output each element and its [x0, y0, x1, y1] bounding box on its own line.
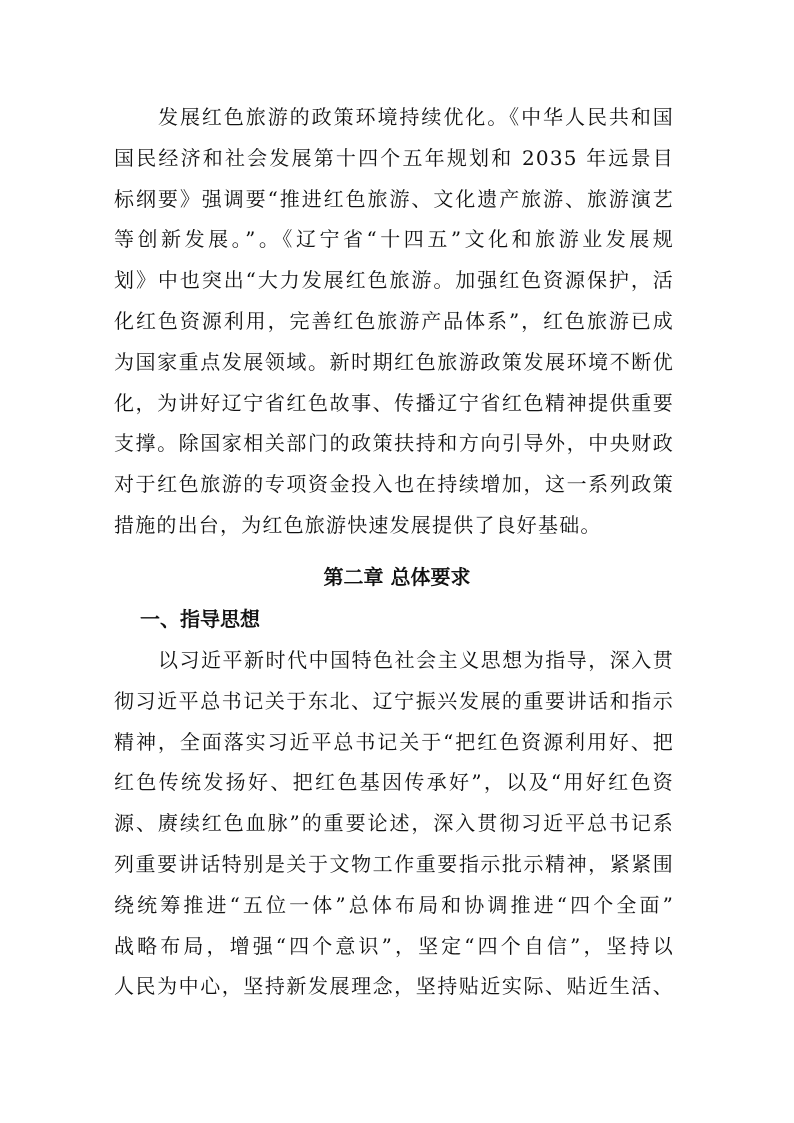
paragraph-line: 源、赓续红色血脉”的重要论述，深入贯彻习近平总书记系 [114, 811, 674, 836]
policy-environment-paragraph [114, 97, 674, 546]
paragraph-line: 精神，全面落实习近平总书记关于“把红色资源利用好、把 [114, 729, 674, 754]
paragraph-line: 战略布局，增强“四个意识”，坚定“四个自信”，坚持以 [114, 933, 674, 958]
paragraph-line: 以习近平新时代中国特色社会主义思想为指导，深入贯 [158, 648, 674, 672]
paragraph-line: 标纲要》强调要“推进红色旅游、文化遗产旅游、旅游演艺 [114, 186, 674, 211]
paragraph-line: 彻习近平总书记关于东北、辽宁振兴发展的重要讲话和指示 [114, 688, 674, 713]
guiding-ideology-paragraph [114, 640, 674, 1007]
paragraph-line: 列重要讲话特别是关于文物工作重要指示批示精神，紧紧围 [114, 851, 674, 876]
chapter-title: 第二章 总体要求 [323, 565, 471, 589]
paragraph-line: 对于红色旅游的专项资金投入也在持续增加，这一系列政策 [114, 472, 674, 497]
paragraph-line: 发展红色旅游的政策环境持续优化。《中华人民共和国 [158, 105, 674, 129]
paragraph-line: 绕统筹推进“五位一体”总体布局和协调推进“四个全面” [114, 892, 674, 917]
paragraph-line: 化，为讲好辽宁省红色故事、传播辽宁省红色精神提供重要 [114, 390, 674, 415]
paragraph-line: 国民经济和社会发展第十四个五年规划和 2035 年远景目 [114, 145, 674, 170]
section-title: 一、指导思想 [140, 607, 260, 631]
paragraph-line: 划》中也突出“大力发展红色旅游。加强红色资源保护，活 [114, 268, 674, 293]
paragraph-line: 措施的出台，为红色旅游快速发展提供了良好基础。 [114, 512, 602, 537]
paragraph-line: 为国家重点发展领域。新时期红色旅游政策发展环境不断优 [114, 349, 674, 374]
paragraph-line: 等创新发展。”。《辽宁省“十四五”文化和旅游业发展规 [114, 227, 674, 252]
paragraph-line: 化红色资源利用，完善红色旅游产品体系”，红色旅游已成 [114, 308, 674, 333]
paragraph-line: 红色传统发扬好、把红色基因传承好”，以及“用好红色资 [114, 770, 674, 795]
paragraph-line: 支撑。除国家相关部门的政策扶持和方向引导外，中央财政 [114, 431, 674, 456]
paragraph-line: 人民为中心，坚持新发展理念，坚持贴近实际、贴近生活、 [114, 974, 674, 999]
